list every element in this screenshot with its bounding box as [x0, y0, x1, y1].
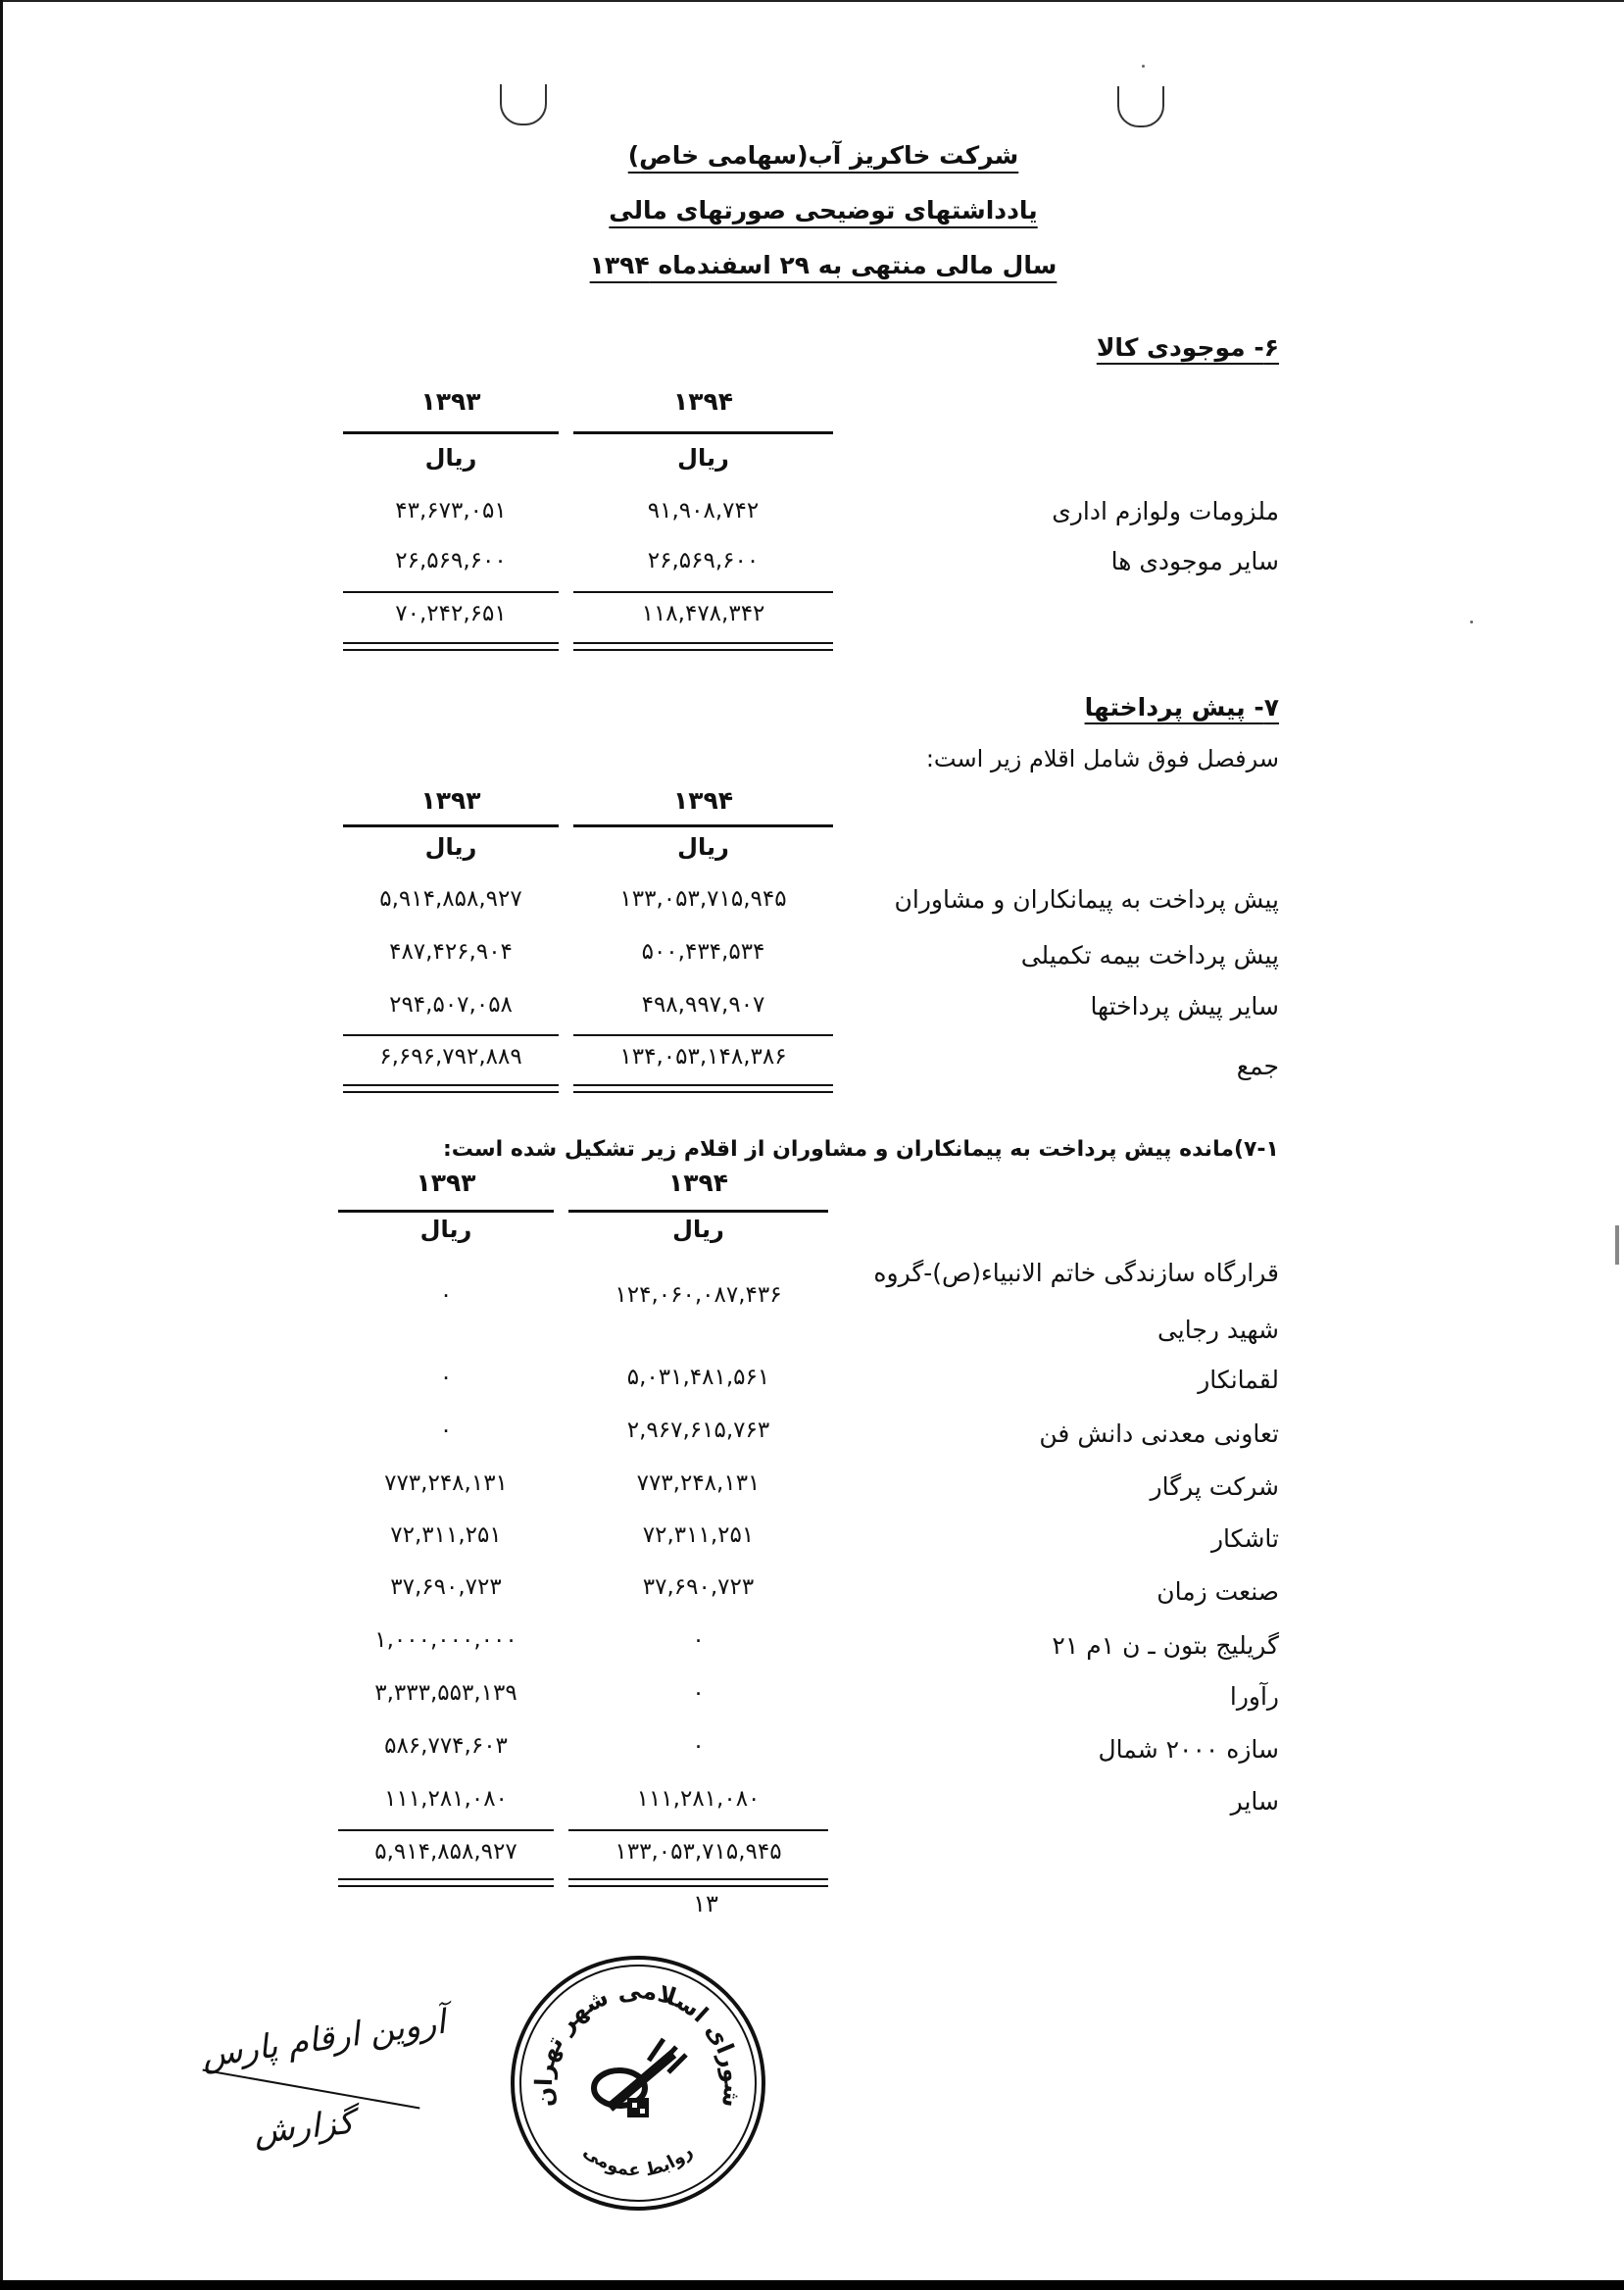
section7-total-label: جمع [1236, 1052, 1279, 1080]
section7-unit-1394: ریال [677, 833, 729, 861]
note71-row-label: لقمانکار [1198, 1366, 1279, 1394]
note71-row-label: سایر [1230, 1787, 1279, 1816]
subtotal-rule [338, 1829, 554, 1831]
punch-hole-left [500, 84, 547, 125]
note71-row-value-1393: ۷۷۳,۲۴۸,۱۳۱ [384, 1470, 508, 1496]
subtotal-rule [343, 1034, 559, 1036]
header-rule [568, 1210, 828, 1213]
auditor-signature-report: گزارش [252, 2102, 356, 2153]
svg-text:روابط عمومی [579, 2141, 697, 2181]
section6-row-value-1393: ۲۶,۵۶۹,۶۰۰ [395, 548, 507, 573]
section7-intro: سرفصل فوق شامل اقلام زیر است: [925, 745, 1279, 772]
note71-row-label: رآورا [1229, 1682, 1279, 1711]
subtotal-rule [573, 591, 833, 593]
header-rule [343, 431, 559, 434]
section7-total-1393: ۶,۶۹۶,۷۹۲,۸۸۹ [379, 1044, 522, 1070]
note71-row-value-1393: ۷۲,۳۱۱,۲۵۱ [390, 1522, 502, 1548]
note71-row-value-1394: ۷۷۳,۲۴۸,۱۳۱ [636, 1470, 761, 1496]
note71-row-value-1394: ۰ [692, 1627, 705, 1653]
header-rule [573, 431, 833, 434]
header-rule [343, 824, 559, 827]
section6-col-1394: ۱۳۹۴ [672, 387, 734, 416]
section7-row-label: پیش پرداخت به پیمانکاران و مشاوران [894, 885, 1279, 914]
section7-title: ۷- پیش پرداختها [1084, 693, 1279, 722]
subtotal-rule [573, 1034, 833, 1036]
section6-row-value-1394: ۲۶,۵۶۹,۶۰۰ [647, 548, 760, 573]
header-rule [338, 1210, 554, 1213]
total-double-rule [338, 1878, 554, 1887]
note71-row-value-1393: ۰ [439, 1365, 453, 1390]
section7-row-value-1394: ۵۰۰,۴۳۴,۵۳۴ [641, 939, 765, 965]
section6-col-1393: ۱۳۹۳ [420, 387, 481, 416]
company-title: شرکت خاکریز آب(سهامی خاص) [627, 141, 1019, 170]
page-number: ۱۳ [693, 1890, 718, 1917]
note71-row-value-1393: ۱۱۱,۲۸۱,۰۸۰ [384, 1786, 508, 1812]
note71-col-1393: ۱۳۹۳ [416, 1169, 476, 1197]
section7-row-value-1394: ۱۳۳,۰۵۳,۷۱۵,۹۴۵ [619, 886, 787, 912]
section7-row-label: پیش پرداخت بیمه تکمیلی [1020, 941, 1279, 970]
note71-row-label-cont: شهید رجایی [1156, 1316, 1279, 1344]
seal-text: شورای اسلامی شهر تهران [529, 1976, 747, 2110]
section7-row-value-1393: ۴۸۷,۴۲۶,۹۰۴ [389, 939, 513, 965]
section6-unit-1393: ریال [424, 444, 477, 472]
signature-stroke [203, 2068, 420, 2109]
note71-row-value-1393: ۱,۰۰۰,۰۰۰,۰۰۰ [374, 1627, 517, 1653]
punch-hole-right [1117, 86, 1164, 127]
scan-edge-top [0, 0, 1624, 2]
total-double-rule [343, 1084, 559, 1093]
seal-emblem-icon [594, 2039, 686, 2117]
section7-total-1394: ۱۳۴,۰۵۳,۱۴۸,۳۸۶ [619, 1044, 787, 1070]
note71-row-value-1394: ۰ [692, 1680, 705, 1706]
total-double-rule [573, 1084, 833, 1093]
total-double-rule [573, 642, 833, 651]
note71-heading: ۷-۱)مانده پیش پرداخت به پیمانکاران و مشاوران از اقلام زیر تشکیل شده است: [442, 1137, 1279, 1162]
section6-total-1394: ۱۱۸,۴۷۸,۳۴۲ [641, 601, 765, 626]
report-subtitle: یادداشتهای توضیحی صورتهای مالی [609, 196, 1038, 224]
note71-row-value-1394: ۲,۹۶۷,۶۱۵,۷۶۳ [626, 1418, 770, 1443]
note71-row-label: تعاونی معدنی دانش فن [1039, 1419, 1279, 1448]
total-double-rule [568, 1878, 828, 1887]
scan-edge-bottom [0, 2280, 1624, 2290]
subtotal-rule [568, 1829, 828, 1831]
official-seal [502, 1951, 774, 2215]
note71-row-value-1394: ۱۱۱,۲۸۱,۰۸۰ [636, 1786, 761, 1812]
seal-bottom-text: روابط عمومی [579, 2141, 697, 2181]
note71-col-1394: ۱۳۹۴ [667, 1169, 729, 1197]
note71-total-1394: ۱۳۳,۰۵۳,۷۱۵,۹۴۵ [615, 1839, 782, 1865]
section7-col-1393: ۱۳۹۳ [420, 786, 481, 815]
note71-row-value-1393: ۵۸۶,۷۷۴,۶۰۳ [384, 1733, 508, 1759]
note71-row-value-1394: ۵,۰۳۱,۴۸۱,۵۶۱ [626, 1365, 770, 1390]
note71-row-value-1394: ۳۷,۶۹۰,۷۲۳ [642, 1574, 755, 1600]
section6-unit-1394: ریال [677, 444, 729, 472]
scan-speck [1142, 65, 1145, 68]
note71-row-value-1393: ۰ [439, 1418, 453, 1443]
report-period: سال مالی منتهی به ۲۹ اسفندماه ۱۳۹۴ [589, 251, 1058, 279]
note71-row-value-1393: ۳,۳۳۳,۵۵۳,۱۳۹ [374, 1680, 517, 1706]
note71-row-label: سازه ۲۰۰۰ شمال [1098, 1735, 1279, 1764]
scan-edge-left [0, 0, 3, 2290]
section7-row-value-1394: ۴۹۸,۹۹۷,۹۰۷ [641, 992, 765, 1018]
scan-speck [1470, 621, 1473, 623]
note71-row-value-1393: ۰ [439, 1282, 453, 1308]
section7-row-value-1393: ۲۹۴,۵۰۷,۰۵۸ [389, 992, 513, 1018]
note71-row-label: گریلیج بتون ـ ن ۱م ۲۱ [1052, 1631, 1279, 1660]
section7-unit-1393: ریال [424, 833, 477, 861]
section6-row-value-1394: ۹۱,۹۰۸,۷۴۲ [647, 498, 760, 523]
subtotal-rule [343, 591, 559, 593]
note71-row-value-1394: ۰ [692, 1733, 705, 1759]
section6-title: ۶- موجودی کالا [1096, 333, 1279, 362]
note71-unit-1394: ریال [672, 1216, 724, 1243]
section6-total-1393: ۷۰,۲۴۲,۶۵۱ [395, 601, 507, 626]
section7-row-label: سایر پیش پرداختها [1090, 992, 1279, 1021]
note71-row-value-1393: ۳۷,۶۹۰,۷۲۳ [390, 1574, 502, 1600]
note71-row-label: قرارگاه سازندگی خاتم الانبیاء(ص)-گروه [873, 1259, 1279, 1287]
section7-row-value-1393: ۵,۹۱۴,۸۵۸,۹۲۷ [379, 886, 522, 912]
note71-row-value-1394: ۱۲۴,۰۶۰,۰۸۷,۴۳۶ [615, 1282, 782, 1308]
note71-total-1393: ۵,۹۱۴,۸۵۸,۹۲۷ [374, 1839, 517, 1865]
section7-col-1394: ۱۳۹۴ [672, 786, 734, 815]
note71-row-label: صنعت زمان [1156, 1577, 1279, 1606]
section6-row-value-1393: ۴۳,۶۷۳,۰۵۱ [395, 498, 507, 523]
section6-row-label: سایر موجودی ها [1110, 547, 1279, 575]
scan-mark [1615, 1225, 1619, 1265]
note71-row-label: تاشکار [1210, 1524, 1279, 1553]
note71-row-label: شرکت پرگار [1150, 1472, 1279, 1501]
note71-unit-1393: ریال [419, 1216, 472, 1243]
auditor-signature: آروین ارقام پارس [199, 2002, 448, 2076]
header-rule [573, 824, 833, 827]
section6-row-label: ملزومات ولوازم اداری [1052, 497, 1279, 525]
total-double-rule [343, 642, 559, 651]
note71-row-value-1394: ۷۲,۳۱۱,۲۵۱ [642, 1522, 755, 1548]
